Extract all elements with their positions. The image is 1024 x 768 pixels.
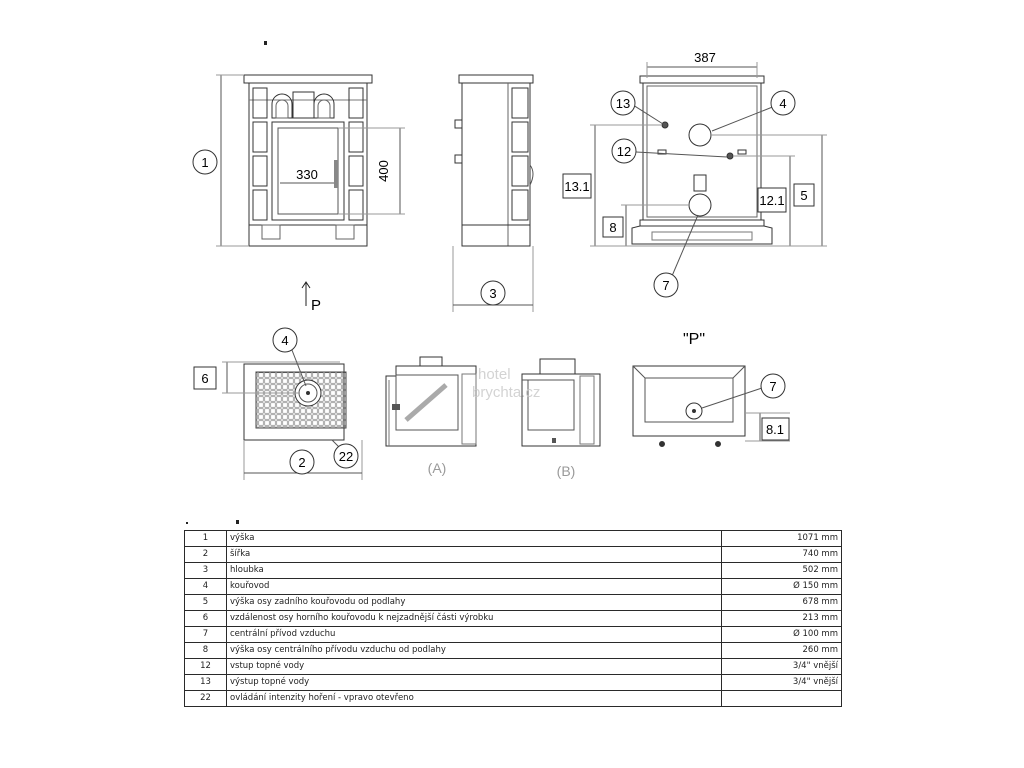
spec-position: 5 (185, 595, 227, 611)
callout-12: 12 (616, 144, 632, 159)
dim-330: 330 (296, 167, 318, 182)
watermark-line-1: hotel (478, 366, 511, 383)
side-view (453, 75, 533, 312)
spec-position: 2 (185, 547, 227, 563)
callout-12-1: 12.1 (759, 193, 785, 208)
callout-13: 13 (615, 96, 631, 111)
table-row (185, 627, 842, 643)
spec-position: 22 (185, 691, 227, 707)
spec-value: 213 mm (722, 611, 842, 627)
callout-6: 6 (201, 371, 209, 386)
spec-description: šířka (227, 547, 722, 563)
dim-387: 387 (694, 50, 716, 65)
specs-table (184, 530, 842, 707)
spec-description: výška osy centrálního přívodu vzduchu od podlahy (227, 643, 722, 659)
callout-8: 8 (609, 220, 617, 235)
spec-description: vstup topné vody (227, 659, 722, 675)
spec-value: 1071 mm (722, 531, 842, 547)
spec-position: 1 (185, 531, 227, 547)
dim-400: 400 (376, 160, 391, 182)
table-row (185, 659, 842, 675)
spec-position: 7 (185, 627, 227, 643)
callout-8-1: 8.1 (765, 422, 785, 437)
stray-mark (264, 41, 267, 45)
view-p-labels (683, 331, 789, 440)
spec-description: výška (227, 531, 722, 547)
spec-position: 4 (185, 579, 227, 595)
spec-value: 502 mm (722, 563, 842, 579)
section-a (386, 357, 476, 446)
spec-value: 740 mm (722, 547, 842, 563)
table-row (185, 611, 842, 627)
spec-position: 13 (185, 675, 227, 691)
callout-3: 3 (489, 286, 497, 301)
table-row (185, 675, 842, 691)
spec-description: hloubka (227, 563, 722, 579)
watermark (472, 366, 540, 401)
spec-position: 12 (185, 659, 227, 675)
callout-4-rear: 4 (779, 96, 787, 111)
table-row (185, 563, 842, 579)
spec-value: 3/4" vnější (722, 659, 842, 675)
table-row (185, 595, 842, 611)
spec-description: centrální přívod vzduchu (227, 627, 722, 643)
callout-7-rear: 7 (662, 278, 670, 293)
callout-2: 2 (298, 455, 306, 470)
spec-value: 3/4" vnější (722, 675, 842, 691)
spec-description: ovládání intenzity hoření - vpravo otevřeno (227, 691, 722, 707)
spec-value: 678 mm (722, 595, 842, 611)
callout-22: 22 (338, 449, 354, 464)
spec-position: 8 (185, 643, 227, 659)
callout-13-1: 13.1 (564, 179, 590, 194)
spec-description: výstup topné vody (227, 675, 722, 691)
spec-description: výška osy zadního kouřovodu od podlahy (227, 595, 722, 611)
section-a-label: (A) (427, 460, 447, 476)
rear-labels (563, 50, 814, 297)
table-row (185, 691, 842, 707)
spec-value: 260 mm (722, 643, 842, 659)
section-b (522, 359, 600, 446)
stray-mark (186, 522, 188, 524)
callout-4-plan: 4 (281, 333, 289, 348)
front-labels (193, 150, 391, 314)
section-b-label: (B) (556, 463, 576, 479)
spec-value: Ø 100 mm (722, 627, 842, 643)
side-labels (481, 281, 505, 305)
arrow-label-p: P (311, 297, 322, 314)
table-row (185, 531, 842, 547)
spec-value (722, 691, 842, 707)
callout-5: 5 (800, 188, 808, 203)
spec-position: 6 (185, 611, 227, 627)
spec-value: Ø 150 mm (722, 579, 842, 595)
spec-description: vzdálenost osy horního kouřovodu k nejzadnější části výrobku (227, 611, 722, 627)
view-p-title: "P" (682, 331, 706, 348)
front-view (216, 75, 405, 306)
stray-mark (236, 520, 239, 524)
table-row (185, 547, 842, 563)
spec-description: kouřovod (227, 579, 722, 595)
callout-7-p: 7 (769, 379, 777, 394)
table-row (185, 643, 842, 659)
watermark-line-2: brychta.cz (472, 384, 541, 401)
table-row (185, 579, 842, 595)
callout-1: 1 (201, 155, 209, 170)
spec-position: 3 (185, 563, 227, 579)
